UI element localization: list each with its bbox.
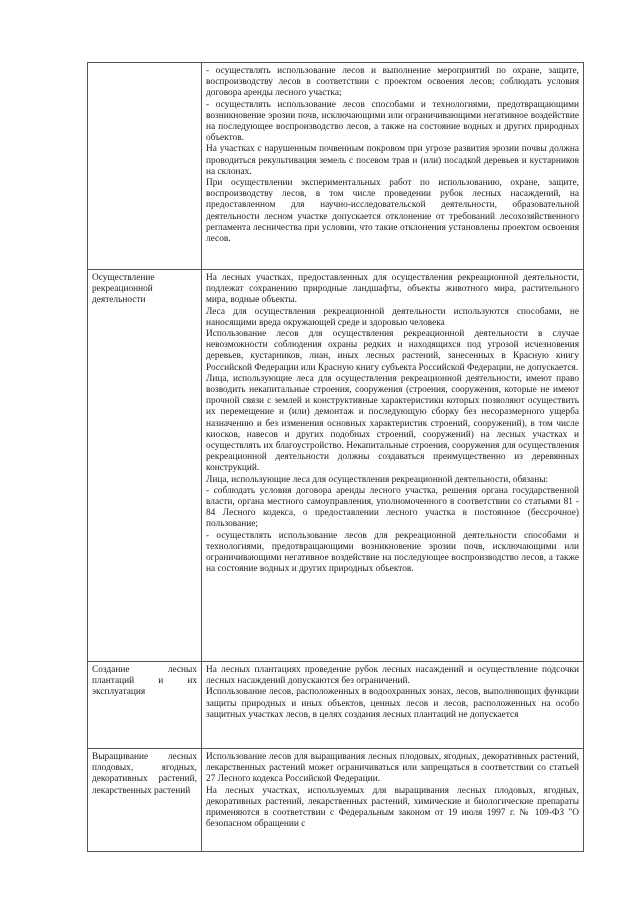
paragraph: Использование лесов для выращивания лесных плодовых, ягодных, декоративных растений, лекарственных растений может ограничиваться или запрещаться в соответствии со статьей 27 Лесного кодекса Российской Федерации.	[206, 752, 579, 785]
paragraph: Леса для осуществления рекреационной деятельности используются способами, не наносящими вреда окружающей среде и здоровью человека	[206, 306, 579, 328]
requirements-cell	[202, 63, 584, 270]
activity-label: Создание лесных плантаций и их эксплуатация	[92, 665, 197, 698]
table-row	[88, 63, 584, 270]
paragraph: Использование лесов, расположенных в водоохранных зонах, лесов, выполняющих функции защиты природных и иных объектов, ценных лесов и лесов, расположенных на особо защитных участках лесов, в целях создания лесных плантаций не допускается	[206, 687, 579, 720]
regulation-table	[87, 62, 584, 852]
table-row	[88, 270, 584, 662]
paragraph: На участках с нарушенным почвенным покровом при угрозе развития эрозии почвы должна проводиться рекультивация земель с посевом трав и (или) посадкой деревьев и кустарников на склонах.	[206, 144, 579, 177]
paragraph: - осуществлять использование лесов способами и технологиями, предотвращающими возникновение эрозии почв, исключающими или ограничивающими негативное воздействие на последующее воспроизводство лесов, а также на состояние водных и других природных объектов.	[206, 99, 579, 144]
paragraph: - осуществлять использование лесов для рекреационной деятельности способами и технологиями, предотвращающими возникновение эрозии почв, исключающими или ограничивающими негативное воздействие на последующее воспроизводство лесов, а также на состояние водных и других природных объектов.	[206, 530, 579, 575]
paragraph: На лесных участках, предоставленных для осуществления рекреационной деятельности, подлежат сохранению природные ландшафты, объекты животного мира, растительного мира, водные объекты.	[206, 273, 579, 306]
activity-type-cell	[88, 662, 202, 749]
paragraph: - соблюдать условия договора аренды лесного участка, решения органа государственной власти, органа местного самоуправления, уполномоченного в соответствии со статьями 81 - 84 Лесного кодекса, о предоставлении лесного участка в постоянное (бессрочное) пользование;	[206, 485, 579, 530]
paragraph: Использование лесов для осуществления рекреационной деятельности в случае невозможности соблюдения охраны редких и находящихся под угрозой исчезновения деревьев, кустарников, лиан, иных лесных растений, занесенных в Красную книгу Российской Федерации или Красную книгу субъекта Российской Федерации, не допускается.	[206, 329, 579, 373]
paragraph: Лица, использующие леса для осуществления рекреационной деятельности, имеют право возводить некапитальные строения, сооружения (строения, сооружения, которые не имеют прочной связи с землей и конструктивные характеристики которых позволяют осуществить их перемещение и (или) демонтаж и последующую сборку без несоразмерного ущерба назначению и без изменения основных характеристик строений, сооружений), в том числе киосков, навесов и других подобных строений, сооружений) на лесных участках и осуществлять их благоустройство. Некапитальные строения, сооружения для осуществления рекреационной деятельности должны создаваться преимущественно из деревянных конструкций.	[206, 373, 579, 474]
activity-label: Выращивание лесных плодовых, ягодных, декоративных растений, лекарственных растений	[92, 752, 197, 796]
activity-type-cell	[88, 270, 202, 662]
paragraph: На лесных участках, используемых для выращивания лесных плодовых, ягодных, декоративных растений, лекарственных растений, химические и биологические препараты применяются в соответствии с Федеральным законом от 19 июля 1997 г. № 109-ФЗ "О безопасном обращении с	[206, 785, 579, 830]
paragraph: На лесных плантациях проведение рубок лесных насаждений и осуществление подсочки лесных насаждений допускаются без ограничений.	[206, 665, 579, 687]
activity-label: Осуществление рекреационной деятельности	[92, 273, 155, 306]
requirements-cell	[202, 270, 584, 662]
activity-type-cell	[88, 63, 202, 270]
paragraph: Лица, использующие леса для осуществления рекреационной деятельности, обязаны:	[206, 474, 549, 485]
table-row	[88, 749, 584, 852]
table-row	[88, 662, 584, 749]
requirements-cell	[202, 662, 584, 749]
activity-type-cell	[88, 749, 202, 852]
paragraph: При осуществлении экспериментальных работ по использованию, охране, защите, воспроизводству лесов, в том числе проведении рубок лесных насаждений, на предоставленном для научно-исследовательской деятельности, образовательной деятельности лесном участке допускается отклонение от требований лесохозяйственного регламента лесничества при условии, что такие отклонения установлены проектом освоения лесов.	[206, 178, 579, 245]
paragraph: - осуществлять использование лесов и выполнение мероприятий по охране, защите, воспроизводству лесов в соответствии с проектом освоения лесов; соблюдать условия договора аренды лесного участка;	[206, 66, 579, 99]
requirements-cell	[202, 749, 584, 852]
